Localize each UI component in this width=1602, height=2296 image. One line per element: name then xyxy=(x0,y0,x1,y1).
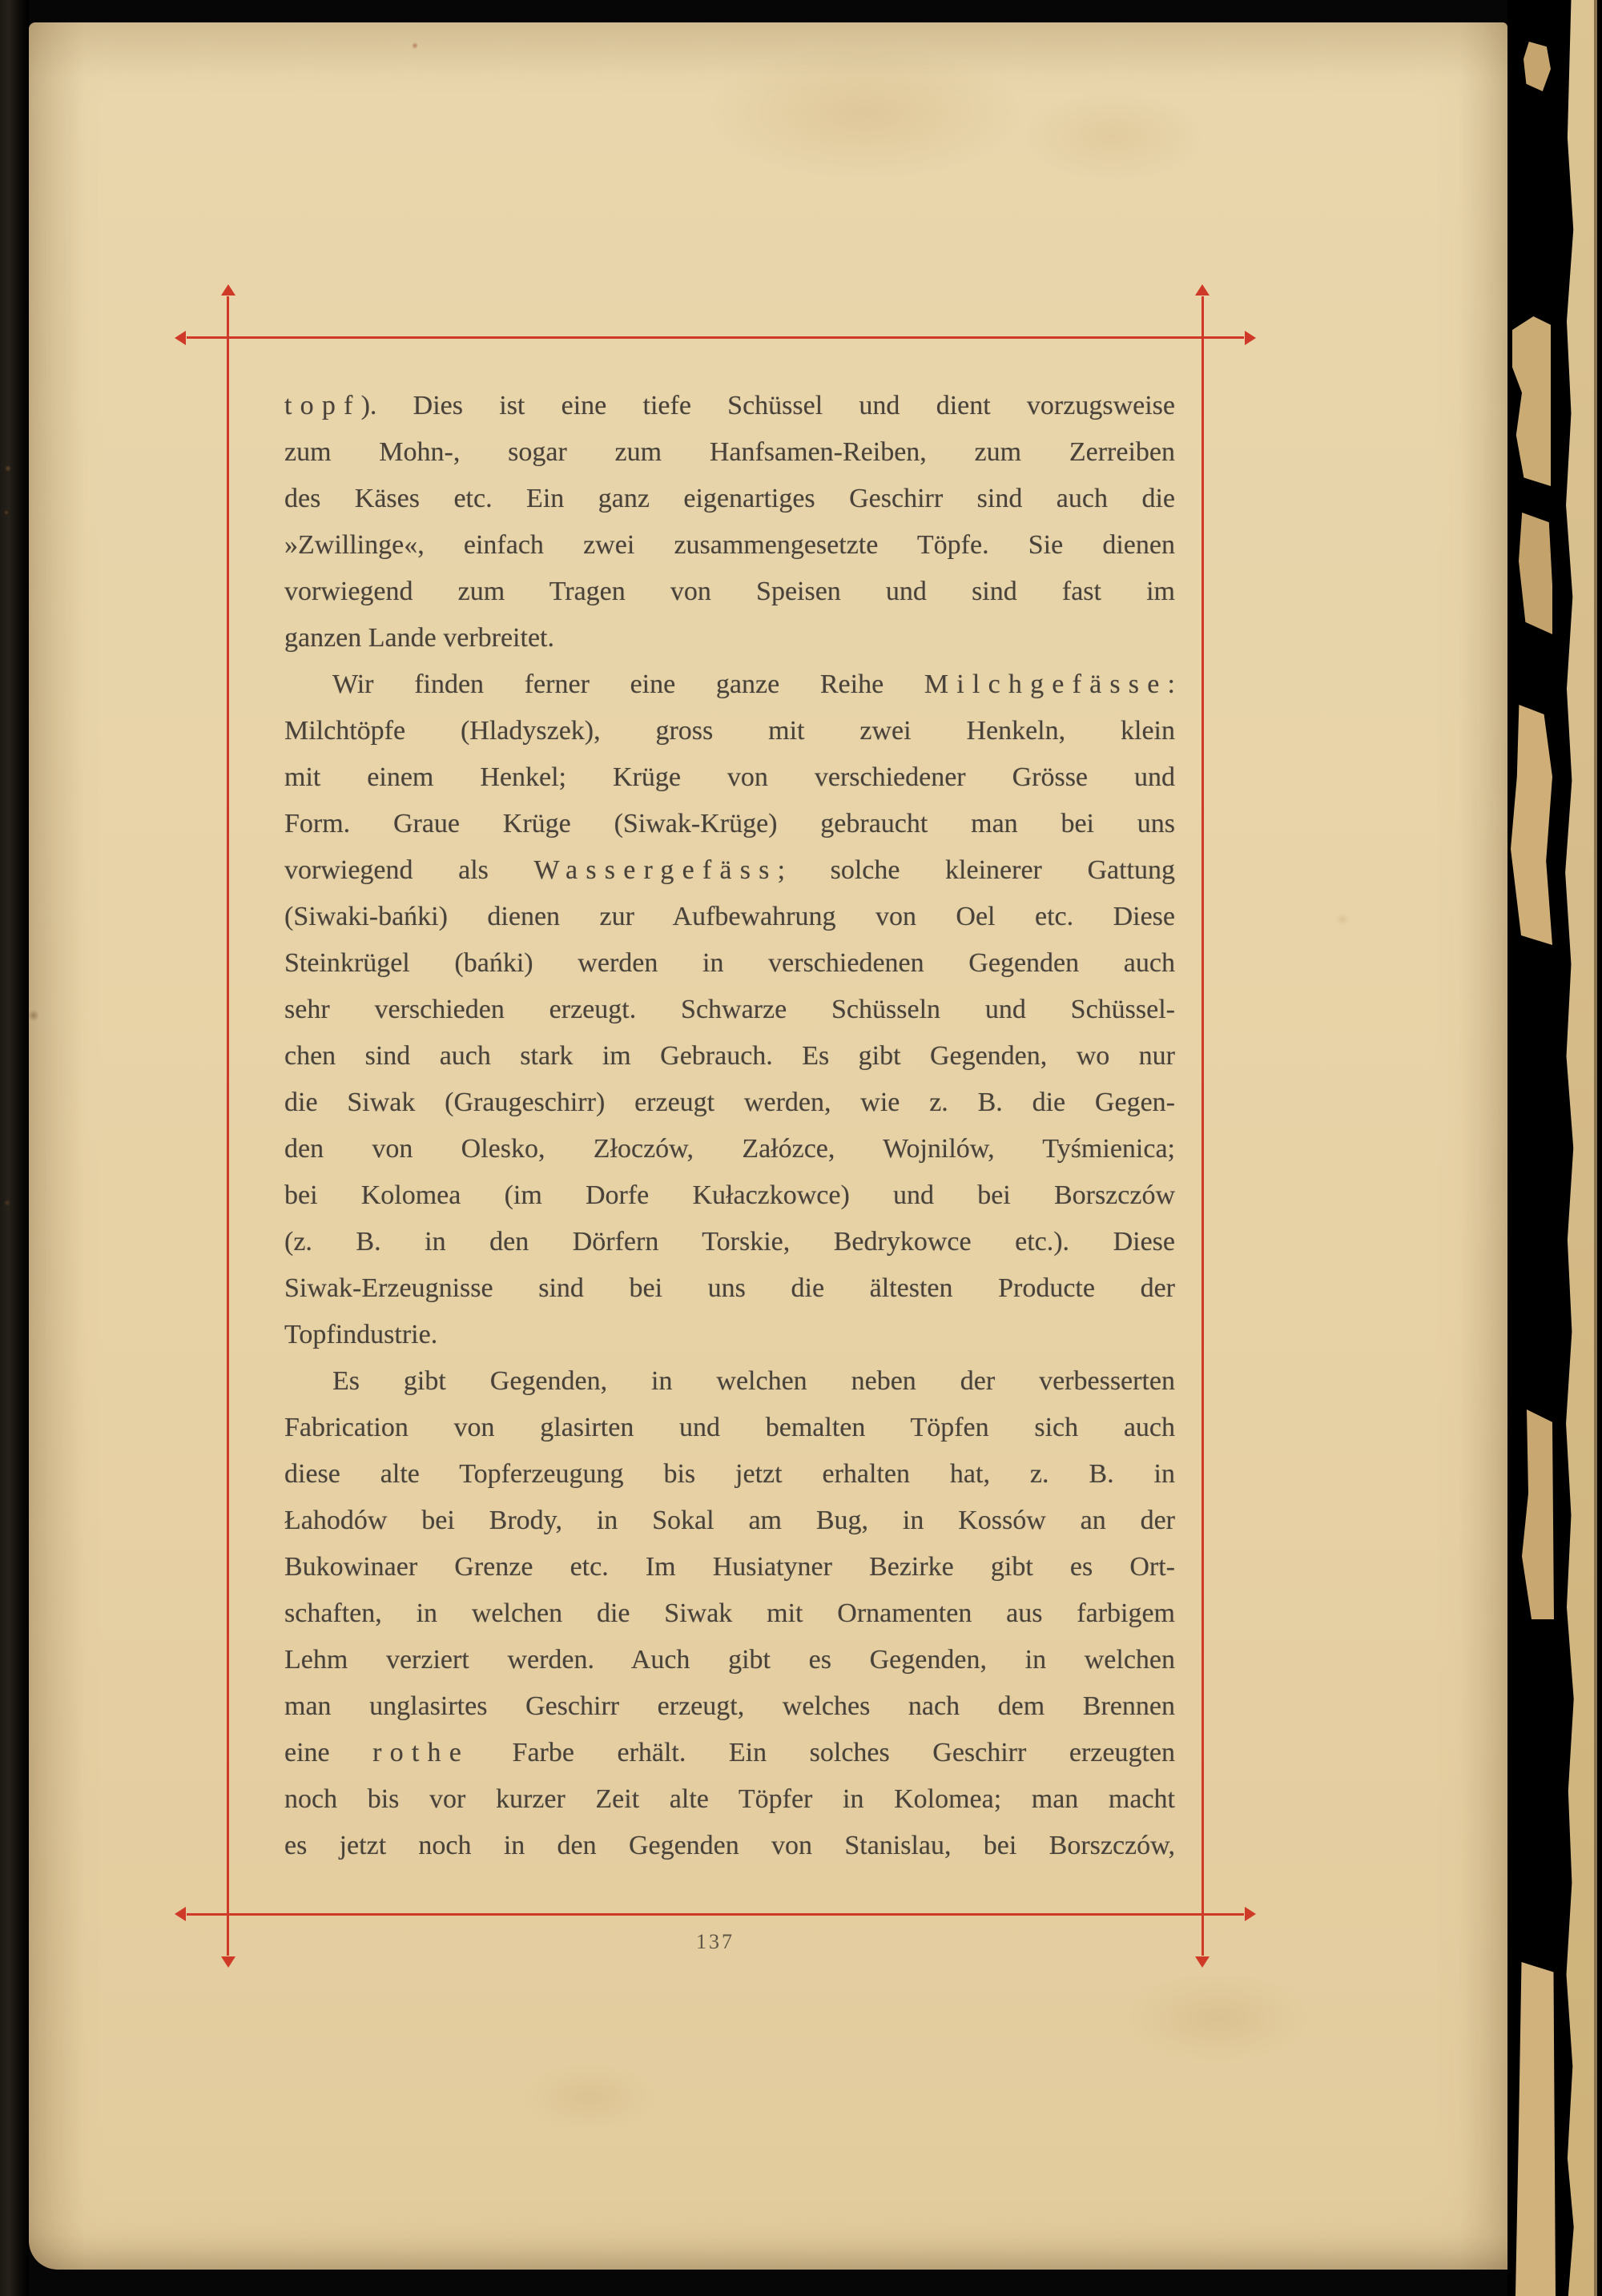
crop-arrow-bottom-right-down-icon xyxy=(1195,1956,1210,1968)
text-segment: eine xyxy=(284,1738,373,1767)
text-line xyxy=(284,1776,1175,1823)
text-segment: die Siwak (Graugeschirr) erzeugt werden, wie z. B. die Gegen- xyxy=(284,1088,1175,1117)
crop-mark-top-right-horizontal xyxy=(1204,336,1244,339)
crop-arrow-top-left-left-icon xyxy=(175,331,186,345)
paragraph xyxy=(284,1358,1175,1869)
page-number: 137 xyxy=(696,1930,735,1953)
text-segment: schaften, in welchen die Siwak mit Ornamenten aus farbigem xyxy=(284,1598,1175,1628)
crop-arrow-top-right-up-icon xyxy=(1195,284,1210,296)
emphasized-text: rothe xyxy=(372,1738,470,1767)
text-segment: ganzen Lande verbreitet. xyxy=(284,623,554,653)
text-line xyxy=(284,1219,1175,1265)
text-segment: vorwiegend zum Tragen von Speisen und sind fast im xyxy=(284,577,1175,606)
crop-mark-bottom-left-horizontal xyxy=(187,1913,227,1916)
text-segment: (Siwaki-bańki) dienen zur Aufbewahrung von Oel etc. Diese xyxy=(284,902,1175,931)
text-line xyxy=(284,1498,1175,1544)
page-edge-fragment xyxy=(1511,705,1552,945)
text-segment: Fabrication von glasirten und bemalten Töpfen sich auch xyxy=(284,1413,1175,1442)
crop-arrow-bottom-left-down-icon xyxy=(221,1956,235,1968)
text-segment: chen sind auch stark im Gebrauch. Es gibt Gegenden, wo nur xyxy=(284,1041,1175,1071)
text-line xyxy=(284,383,1175,429)
text-line xyxy=(284,1126,1175,1172)
text-segment: Milchtöpfe (Hladyszek), gross mit zwei Henkeln, klein xyxy=(284,716,1175,746)
next-page-edge xyxy=(1557,0,1594,2296)
text-line xyxy=(284,476,1175,522)
crop-arrow-bottom-left-left-icon xyxy=(175,1907,186,1921)
text-line xyxy=(284,1080,1175,1126)
text-segment: : xyxy=(1167,669,1175,699)
text-line xyxy=(284,708,1175,754)
text-line xyxy=(284,1405,1175,1451)
page-edge-fragment xyxy=(1524,42,1551,91)
book-page xyxy=(29,22,1507,2270)
text-segment: Lehm verziert werden. Auch gibt es Gegenden, in welchen xyxy=(284,1645,1175,1675)
text-segment: bei Kolomea (im Dorfe Kułaczkowce) und bei Borszczów xyxy=(284,1180,1175,1210)
text-line xyxy=(284,429,1175,476)
crop-mark-bottom-right-horizontal xyxy=(1204,1913,1244,1916)
text-segment: ; solche kleinerer Gattung xyxy=(777,855,1175,885)
text-line xyxy=(284,1637,1175,1683)
emphasized-text: Wassergefäss xyxy=(533,855,778,885)
text-segment: es jetzt noch in den Gegenden von Stanislau, bei Borszczów, xyxy=(284,1831,1175,1860)
emphasized-text: topf xyxy=(284,391,361,420)
text-segment: diese alte Topferzeugung bis jetzt erhalten hat, z. B. in xyxy=(284,1459,1175,1489)
text-line xyxy=(284,661,1175,708)
text-segment: mit einem Henkel; Krüge von verschiedener Grösse und xyxy=(284,762,1175,792)
text-line xyxy=(284,1590,1175,1637)
crop-arrow-top-right-right-icon xyxy=(1245,331,1256,345)
text-segment: des Käses etc. Ein ganz eigenartiges Geschirr sind auch die xyxy=(284,484,1175,513)
text-segment: Bukowinaer Grenze etc. Im Husiatyner Bezirke gibt es Ort- xyxy=(284,1552,1175,1582)
crop-mark-top-left-vertical xyxy=(227,296,229,336)
paragraph xyxy=(284,661,1175,1358)
crop-mark-top-left-horizontal xyxy=(187,336,227,339)
text-segment: zum Mohn-, sogar zum Hanfsamen-Reiben, zum Zerreiben xyxy=(284,437,1175,467)
text-line xyxy=(284,1358,1175,1405)
text-segment: vorwiegend als xyxy=(284,855,534,885)
text-line xyxy=(284,801,1175,847)
text-line xyxy=(284,1683,1175,1730)
text-line xyxy=(284,615,1175,661)
text-segment: Siwak-Erzeugnisse sind bei uns die ältesten Producte der xyxy=(284,1273,1175,1303)
text-segment: »Zwillinge«, einfach zwei zusammengesetzte Töpfe. Sie dienen xyxy=(284,530,1175,560)
text-line xyxy=(284,1265,1175,1312)
text-segment: ). Dies ist eine tiefe Schüssel und dient vorzugsweise xyxy=(360,391,1175,420)
text-line xyxy=(284,1730,1175,1776)
book-spine-edge xyxy=(0,0,29,2296)
crop-arrow-top-left-up-icon xyxy=(221,284,235,296)
text-block xyxy=(284,383,1175,1869)
page-edge-fragment xyxy=(1522,1409,1554,1619)
page-edge-shadow-line xyxy=(1594,0,1597,2296)
text-line xyxy=(284,894,1175,940)
text-segment: sehr verschieden erzeugt. Schwarze Schüsseln und Schüssel- xyxy=(284,995,1175,1024)
text-segment: Form. Graue Krüge (Siwak-Krüge) gebraucht man bei uns xyxy=(284,809,1175,838)
page-edge-fragment xyxy=(1519,513,1552,634)
text-segment: Es gibt Gegenden, in welchen neben der verbesserten xyxy=(332,1366,1175,1396)
crop-mark-top-right-vertical xyxy=(1202,296,1204,336)
text-line xyxy=(284,569,1175,615)
text-line xyxy=(284,987,1175,1033)
text-segment: man unglasirtes Geschirr erzeugt, welches nach dem Brennen xyxy=(284,1691,1175,1721)
text-segment: Wir finden ferner eine ganze Reihe xyxy=(332,669,924,699)
crop-arrow-bottom-right-right-icon xyxy=(1245,1907,1256,1921)
text-line xyxy=(284,847,1175,894)
page-edge-fragment xyxy=(1515,1962,1556,2296)
text-line xyxy=(284,1312,1175,1358)
text-line xyxy=(284,1823,1175,1869)
book-page-edges xyxy=(1507,0,1602,2296)
page-edge-fragment xyxy=(1512,316,1551,486)
text-line xyxy=(284,1172,1175,1219)
text-segment: Topfindustrie. xyxy=(284,1320,438,1349)
text-segment: Farbe erhält. Ein solches Geschirr erzeugten xyxy=(469,1738,1175,1767)
text-line xyxy=(284,1451,1175,1498)
text-segment: (z. B. in den Dörfern Torskie, Bedrykowce etc.). Diese xyxy=(284,1227,1175,1257)
text-segment: Łahodów bei Brody, in Sokal am Bug, in Kossów an der xyxy=(284,1506,1175,1535)
paragraph xyxy=(284,383,1175,661)
text-segment: Steinkrügel (bańki) werden in verschiedenen Gegenden auch xyxy=(284,948,1175,978)
text-line xyxy=(284,754,1175,801)
text-line xyxy=(284,1033,1175,1080)
emphasized-text: Milchgefässe xyxy=(924,669,1168,699)
text-line xyxy=(284,940,1175,987)
text-segment: noch bis vor kurzer Zeit alte Töpfer in Kolomea; man macht xyxy=(284,1784,1175,1814)
text-line xyxy=(284,522,1175,569)
text-line xyxy=(284,1544,1175,1590)
text-segment: den von Olesko, Złoczów, Załózce, Wojnilów, Tyśmienica; xyxy=(284,1134,1175,1164)
